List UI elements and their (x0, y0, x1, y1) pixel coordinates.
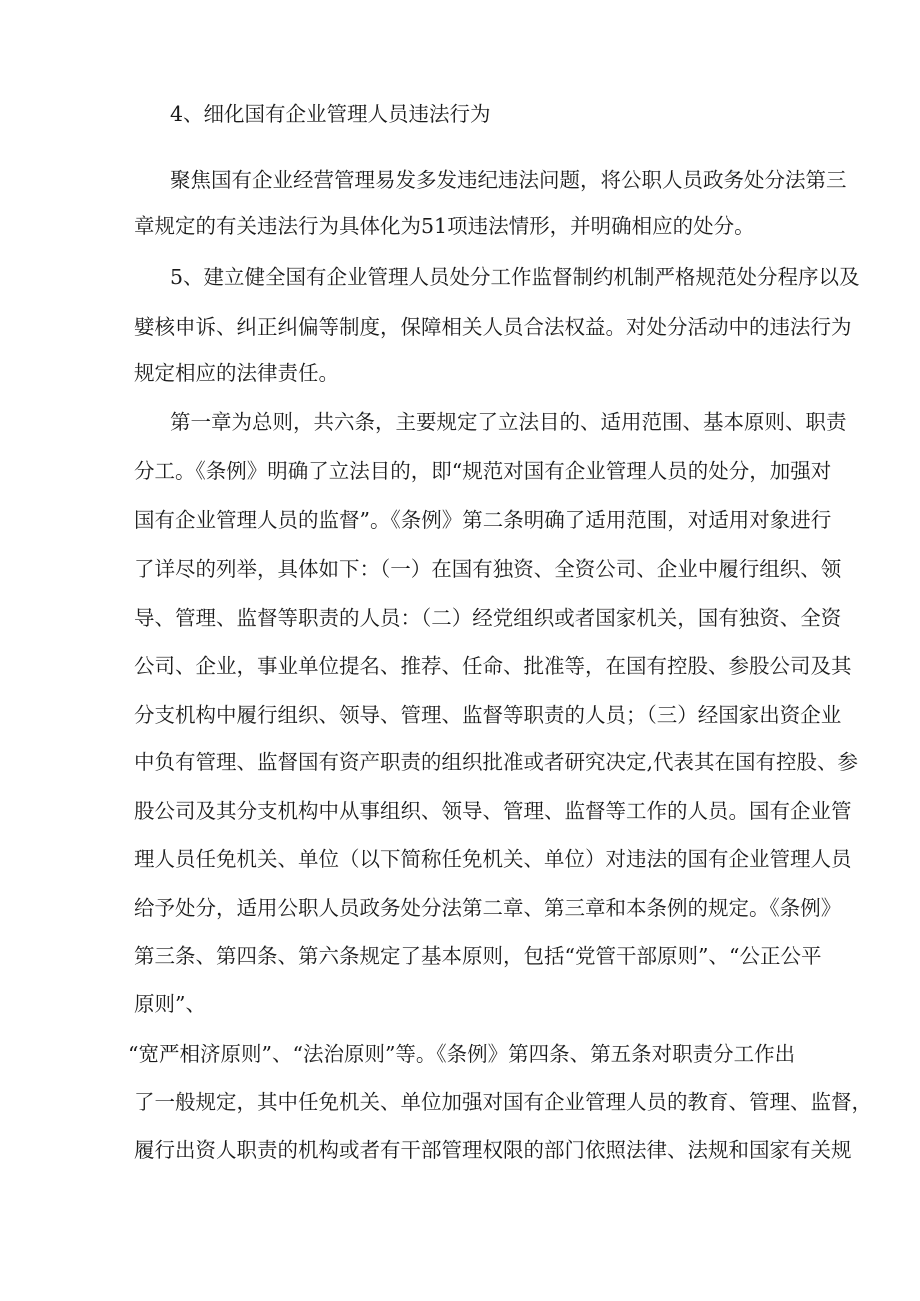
paragraph-line: 嬖核申诉、纠正纠偏等制度，保障相关人员合法权益。对处分活动中的违法行为 (134, 315, 852, 339)
paragraph-line: 聚焦国有企业经营管理易发多发违纪违法问题，将公职人员政务处分法第三 (170, 168, 847, 192)
heading-item-5: 5、建立健全国有企业管理人员处分工作监督制约机制严格规范处分程序以及 (170, 265, 860, 289)
paragraph-line: 国有企业管理人员的监督”。《条例》第二条明确了适用范围，对适用对象进行 (134, 508, 832, 532)
paragraph-line: 第一章为总则，共六条，主要规定了立法目的、适用范围、基本原则、职责 (170, 410, 847, 434)
paragraph-line: 第三条、第四条、第六条规定了基本原则，包括“党管干部原则”、“公正公平 (134, 944, 822, 968)
heading-item-4: 4、细化国有企业管理人员违法行为 (170, 102, 491, 126)
paragraph-line: 了详尽的列举，具体如下：（一）在国有独资、全资公司、企业中履行组织、领 (134, 557, 842, 581)
paragraph-line: 导、管理、监督等职责的人员：（二）经党组织或者国家机关，国有独资、全资 (134, 606, 842, 630)
paragraph-line: 章规定的有关违法行为具体化为51项违法情形，并明确相应的处分。 (134, 214, 755, 238)
paragraph-line: 中负有管理、监督国有资产职责的组织批准或者研究决定,代表其在国有控股、参 (134, 750, 859, 774)
paragraph-line: 理人员任免机关、单位（以下简称任免机关、单位）对违法的国有企业管理人员 (134, 847, 852, 871)
paragraph-line: 分工。《条例》明确了立法目的，即“规范对国有企业管理人员的处分，加强对 (134, 459, 832, 483)
paragraph-line: 给予处分，适用公职人员政务处分法第二章、第三章和本条例的规定。《条例》 (134, 896, 842, 920)
paragraph-line: “宽严相济原则”、“法治原则”等。《条例》第四条、第五条对职责分工作出 (128, 1042, 796, 1066)
paragraph-line: 原则”、 (134, 992, 206, 1016)
paragraph-line: 规定相应的法律责任。 (134, 361, 339, 385)
paragraph-line: 了一般规定，其中任免机关、单位加强对国有企业管理人员的教育、管理、监督， (134, 1090, 872, 1114)
paragraph-line: 履行出资人职责的机构或者有干部管理权限的部门依照法律、法规和国家有关规 (134, 1138, 852, 1162)
paragraph-line: 分支机构中履行组织、领导、管理、监督等职责的人员；（三）经国家出资企业 (134, 703, 842, 727)
paragraph-line: 公司、企业，事业单位提名、推荐、任命、批准等，在国有控股、参股公司及其 (134, 654, 852, 678)
paragraph-line: 股公司及其分支机构中从事组织、领导、管理、监督等工作的人员。国有企业管 (134, 799, 852, 823)
